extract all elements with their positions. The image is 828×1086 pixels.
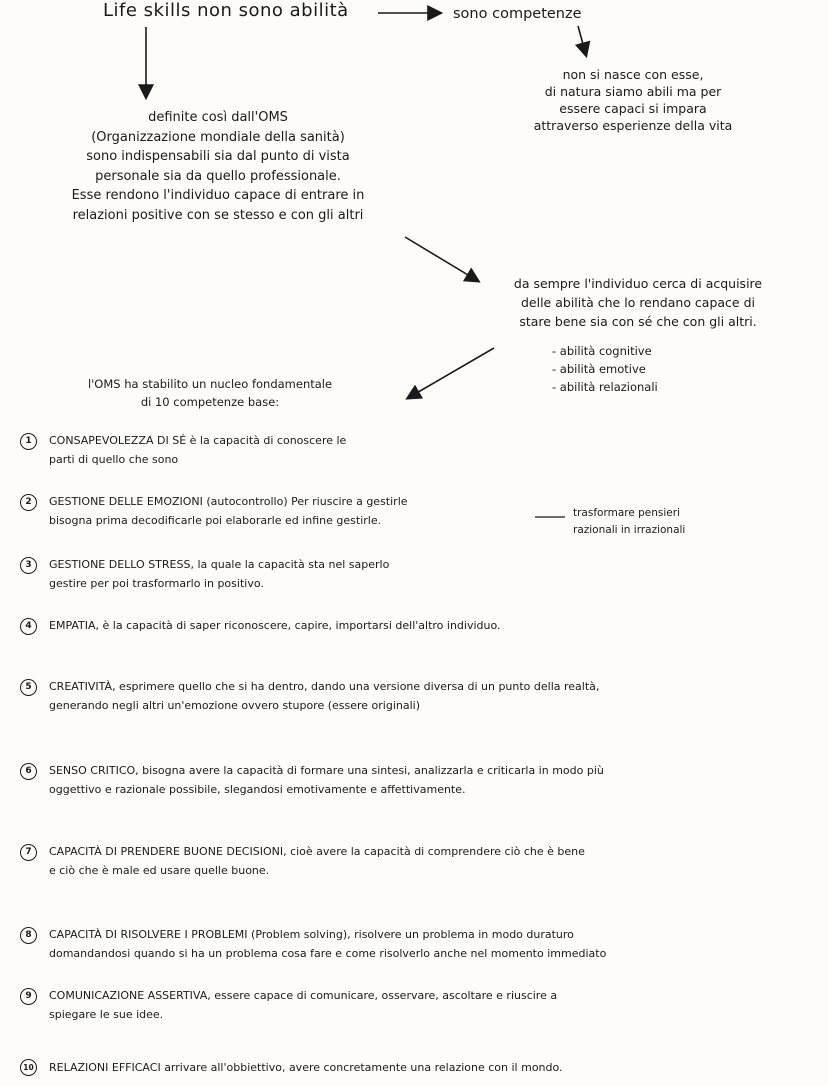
arrow-to-acquisition bbox=[405, 237, 478, 281]
ability-item: - abilità emotive bbox=[552, 362, 646, 376]
right-note-line: attraverso esperienze della vita bbox=[533, 118, 733, 133]
right-note-line: essere capaci si impara bbox=[559, 101, 707, 116]
competence-line: bisogna prima decodificarle poi elaborarle ed infine gestirle. bbox=[49, 514, 382, 527]
side-note-line: razionali in irrazionali bbox=[573, 524, 686, 536]
competence-item bbox=[20, 761, 604, 799]
title-life-skills: Life skills non sono abilità bbox=[103, 0, 349, 21]
competence-line: oggettivo e razionale possibile, slegandosi emotivamente e affettivamente. bbox=[49, 783, 466, 796]
acquisition-note bbox=[478, 274, 798, 331]
ability-item: - abilità relazionali bbox=[552, 380, 658, 394]
arrow-competenze-down bbox=[578, 26, 586, 55]
arrow-to-core bbox=[408, 348, 494, 398]
competence-line: spiegare le sue idee. bbox=[49, 1008, 164, 1021]
competence-line: CONSAPEVOLEZZA DI SÉ è la capacità di conoscere le bbox=[49, 434, 347, 447]
oms-line: definite così dall'OMS bbox=[148, 110, 288, 125]
right-note bbox=[508, 66, 758, 134]
competence-line: EMPATIA, è la capacità di saper riconoscere, capire, importarsi dell'altro individuo. bbox=[49, 619, 501, 632]
competence-line: parti di quello che sono bbox=[49, 453, 179, 466]
competence-line: SENSO CRITICO, bisogna avere la capacità di formare una sintesi, analizzarla e criticarla in modo più bbox=[49, 764, 604, 777]
number-badge: 9 bbox=[20, 988, 37, 1005]
competence-line: RELAZIONI EFFICACI arrivare all'obbiettivo, avere concretamente una relazione con il mondo. bbox=[49, 1061, 563, 1074]
abilities-list bbox=[552, 342, 658, 396]
oms-line: personale sia da quello professionale. bbox=[95, 168, 341, 184]
number-badge: 5 bbox=[20, 679, 37, 696]
competence-item bbox=[20, 842, 585, 880]
competence-item bbox=[20, 616, 501, 635]
number-badge: 1 bbox=[20, 433, 37, 450]
oms-line: (Organizzazione mondiale della sanità) bbox=[91, 129, 345, 145]
ability-item: - abilità cognitive bbox=[552, 344, 652, 358]
competence-item bbox=[20, 1058, 563, 1077]
competence-line: CREATIVITÀ, esprimere quello che si ha dentro, dando una versione diversa di un punto della realtà, bbox=[49, 680, 600, 693]
acquisition-line: da sempre l'individuo cerca di acquisire bbox=[513, 276, 763, 291]
acquisition-line: stare bene sia con sé che con gli altri. bbox=[519, 314, 757, 329]
competence-item bbox=[20, 986, 557, 1024]
oms-line: relazioni positive con se stesso e con gli altri bbox=[72, 207, 364, 223]
competence-line: CAPACITÀ DI PRENDERE BUONE DECISIONI, cioè avere la capacità di comprendere ciò che è bene bbox=[49, 845, 585, 858]
competence-item bbox=[20, 677, 599, 715]
right-note-line: di natura siamo abili ma per bbox=[544, 84, 722, 99]
competence-line: domandandosi quando si ha un problema cosa fare e come risolverlo anche nel momento immediato bbox=[49, 947, 607, 960]
competence-item bbox=[20, 431, 346, 469]
core-line: di 10 competenze base: bbox=[140, 395, 280, 409]
right-note-line: non si nasce con esse, bbox=[562, 67, 704, 82]
number-badge: 2 bbox=[20, 494, 37, 511]
competence-line: gestire per poi trasformarlo in positivo. bbox=[49, 577, 264, 590]
oms-definition bbox=[18, 108, 418, 225]
competence-line: COMUNICAZIONE ASSERTIVA, essere capace di comunicare, osservare, ascoltare e riuscire a bbox=[49, 989, 558, 1002]
title-competenze: sono competenze bbox=[453, 6, 582, 22]
acquisition-line: delle abilità che lo rendano capace di bbox=[520, 295, 756, 310]
oms-line: Esse rendono l'individuo capace di entrare in bbox=[71, 188, 365, 203]
number-badge: 8 bbox=[20, 927, 37, 944]
number-badge: 6 bbox=[20, 763, 37, 780]
side-note bbox=[573, 505, 685, 539]
core-intro bbox=[55, 375, 365, 411]
competence-line: GESTIONE DELLO STRESS, la quale la capacità sta nel saperlo bbox=[49, 558, 390, 571]
number-badge: 3 bbox=[20, 557, 37, 574]
core-line: l'OMS ha stabilito un nucleo fondamentale bbox=[87, 377, 333, 391]
competence-line: generando negli altri un'emozione ovvero stupore (essere originali) bbox=[49, 699, 421, 712]
competence-line: CAPACITÀ DI RISOLVERE I PROBLEMI (Problem solving), risolvere un problema in modo duraturo bbox=[49, 928, 574, 941]
competence-item bbox=[20, 925, 606, 963]
number-badge: 4 bbox=[20, 618, 37, 635]
side-note-line: trasformare pensieri bbox=[573, 507, 680, 519]
number-badge: 7 bbox=[20, 844, 37, 861]
competence-item bbox=[20, 555, 389, 593]
oms-line: sono indispensabili sia dal punto di vista bbox=[86, 149, 350, 164]
number-badge: 10 bbox=[20, 1059, 37, 1076]
competence-item bbox=[20, 492, 408, 530]
competence-line: GESTIONE DELLE EMOZIONI (autocontrollo) Per riuscire a gestirle bbox=[49, 495, 408, 508]
competence-line: e ciò che è male ed usare quelle buone. bbox=[49, 864, 270, 877]
